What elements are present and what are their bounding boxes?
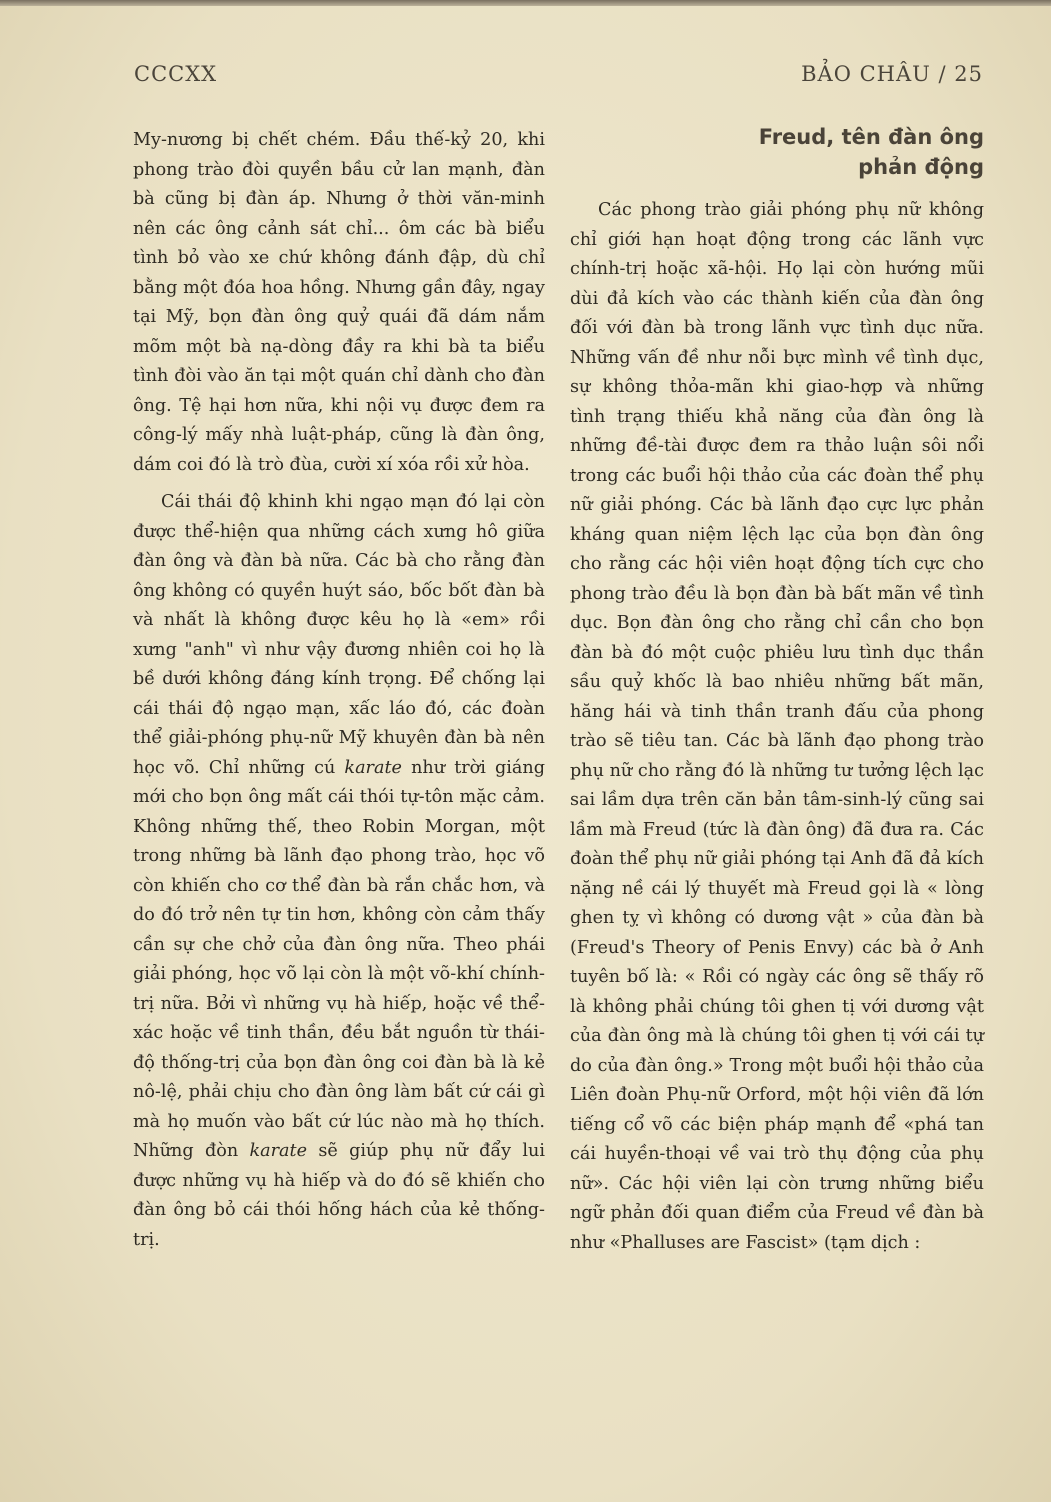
paragraph: My-nương bị chết chém. Đầu thế-kỷ 20, khi phong trào đòi quyền bầu cử lan mạnh, đàn bà cũng bị đàn áp. Nhưng ở thời văn-minh nên các ông cảnh sát chỉ... ôm các bà biểu tình bỏ vào xe chứ không đánh đập, dù chỉ bằng một đóa hoa hồng. Nhưng gần đây, ngay tại Mỹ, bọn đàn ông quỷ quái đã dám nắm mõm một bà nạ-dòng đầy ra khi bà ta biểu tình đòi vào ăn tại một quán chỉ dành cho đàn ông. Tệ hại hơn nữa, khi nội vụ được đem ra công-lý mấy nhà luật-pháp, cũng là đàn ông, dám coi đó là trò đùa, cười xí xóa rồi xử hòa. xyxy=(133,130,545,475)
italic-term: karate xyxy=(249,1141,308,1161)
left-column xyxy=(133,126,545,1255)
page-header-section: CCCXX xyxy=(134,62,218,86)
paragraph xyxy=(133,488,545,1255)
page-top-edge xyxy=(0,0,1051,6)
section-heading: Freud, tên đàn ông phản động xyxy=(758,125,984,179)
paragraph-text: Cái thái độ khinh khi ngạo mạn đó lại còn được thể-hiện qua những cách xưng hô giữa đàn ông và đàn bà nữa. Các bà cho rằng đàn ông không có quyền huýt sáo, bốc bốt đàn bà và nhất là không được kêu họ là «em» rồi xưng "anh" vì như vậy đương nhiên coi họ là bề dưới không đáng kính trọng. Để chống lại cái thái độ ngạo mạn, xấc láo đó, các đoàn thể giải-phóng phụ-nữ Mỹ khuyên đàn bà nên học võ. Chỉ những cú xyxy=(133,492,545,778)
paragraph: Các phong trào giải phóng phụ nữ không chỉ giới hạn hoạt động trong các lãnh vực chính-trị hoặc xã-hội. Họ lại còn hướng mũi dùi đả kích vào các thành kiến của đàn ông đối với đàn bà trong lãnh vực tình dục nữa. Những vấn đề như nỗi bực mình về tình dục, sự không thỏa-mãn khi giao-hợp và những tình trạng thiếu khả năng của đàn ông là những đề-tài được đem ra thảo luận sôi nổi trong các buổi hội thảo của các đoàn thể phụ nữ giải phóng. Các bà lãnh đạo cực lực phản kháng quan niệm lệch lạc của bọn đàn ông cho rằng các hội viên hoạt động tích cực cho phong trào đều là bọn đàn bà bất mãn về tình dục. Bọn đàn ông cho rằng chỉ cần cho bọn đàn bà đó một cuộc phiêu lưu tình dục thần sầu quỷ khốc là bao nhiêu những bất mãn, hăng hái và tinh thần tranh đấu của phong trào sẽ tiêu tan. Các bà lãnh đạo phong trào phụ nữ cho rằng đó là những tư tưởng lệch lạc sai lầm dựa trên căn bản tâm-sinh-lý cũng sai lầm mà Freud (tức là đàn ông) đã đưa ra. Các đoàn thể phụ nữ giải phóng tại Anh đã đả kích nặng nề cái lý thuyết mà Freud gọi là « lòng ghen tỵ vì không có dương vật » của đàn bà (Freud's Theory of Penis Envy) các bà ở Anh tuyên bố là: « Rồi có ngày các ông sẽ thấy rõ là không phải chúng tôi ghen tị với dương vật của đàn ông mà là chúng tôi ghen tị với cái tự do của đàn ông.» Trong một buổi hội thảo của Liên đoàn Phụ-nữ Orford, một hội viên đã lớn tiếng cổ võ các biện pháp mạnh để «phá tan cái huyền-thoại về vai trò thụ động của phụ nữ». Các hội viên lại còn trưng những biểu ngữ phản đối quan điểm của Freud về đàn bà như «Phalluses are Fascist» (tạm dịch : xyxy=(570,200,984,1253)
paragraph-text: như trời giáng mới cho bọn ông mất cái thói tự-tôn mặc cảm. Không những thế, theo Robin Morgan, một trong những bà lãnh đạo phong trào, học võ còn khiến cho cơ thể đàn bà rắn chắc hơn, và do đó trở nên tự tin hơn, không còn cảm thấy cần sự che chở của đàn ông nữa. Theo phái giải phóng, học võ lại còn là một võ-khí chính-trị nữa. Bởi vì những vụ hà hiếp, hoặc về thể-xác hoặc về tinh thần, đều bắt nguồn từ thái-độ thống-trị của bọn đàn ông coi đàn bà là kẻ nô-lệ, phải chịu cho đàn ông làm bất cứ cái gì mà họ muốn vào bất cứ lúc nào mà họ thích. Những đòn xyxy=(133,757,545,1161)
page-header-author-page: BẢO CHÂU / 25 xyxy=(801,62,983,86)
right-column xyxy=(570,122,984,1258)
paragraph-text: sẽ giúp phụ nữ đẩy lui được những vụ hà hiếp và do đó sẽ khiến cho đàn ông bỏ cái thói hống hách của kẻ thống-trị. xyxy=(133,1141,545,1250)
italic-term: karate xyxy=(344,757,402,778)
